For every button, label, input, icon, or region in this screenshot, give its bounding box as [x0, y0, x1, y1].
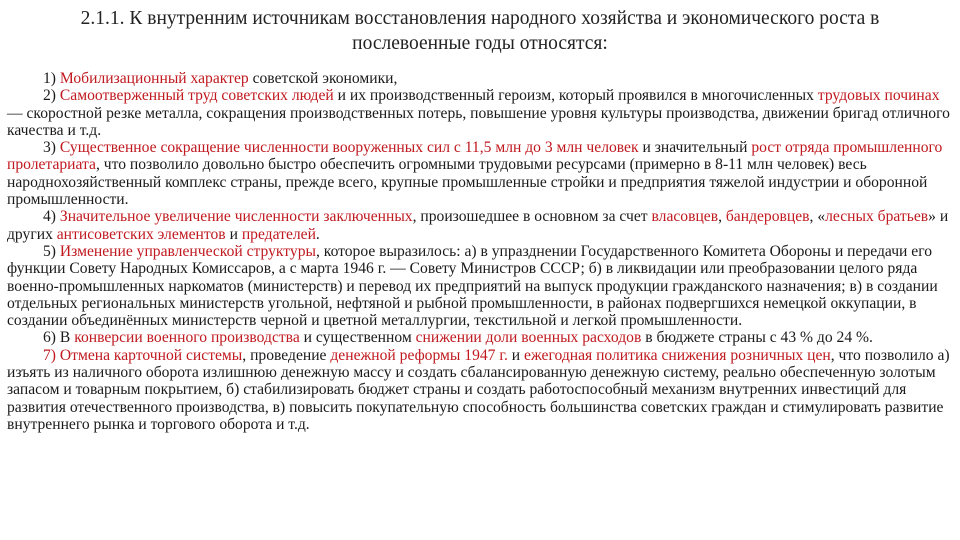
text-run: , [718, 208, 726, 226]
highlighted-text: Самоотверженный труд советских людей [59, 87, 334, 105]
text-run: 2) [43, 87, 60, 105]
text-run: , « [809, 208, 826, 226]
highlighted-text: бандеровцев [725, 208, 810, 226]
highlighted-text: Мобилизационный характер [59, 70, 249, 87]
highlighted-text: снижении доли военных расходов [415, 329, 642, 347]
text-run: и [507, 346, 525, 364]
text-run: в бюджете страны с 43 % до 24 %. [641, 329, 873, 347]
text-run: 5) [43, 242, 60, 260]
text-run: и существенном [299, 329, 416, 347]
text-run: , что позволило довольно быстро обеспечить огромными трудовыми ресурсами (примерно в 8-11 млн человек) весь народнохозяйственный комплекс страны, прежде всего, крупные промышленные стройки и предприятия тяжелой индустрии и оборонной промышленности. [7, 156, 928, 209]
text-run: , проведение [242, 346, 331, 364]
highlighted-text: 7) [43, 346, 60, 364]
text-run: , произошедшее в основном за счет [412, 208, 652, 226]
text-run: и значительный [638, 139, 752, 157]
highlighted-text: Существенное сокращение численности вооруженных сил с 11,5 млн до 3 млн человек [59, 139, 639, 157]
highlighted-text: лесных братьев [825, 208, 929, 226]
highlighted-text: трудовых починах [817, 87, 940, 105]
list-item-1 [7, 70, 952, 87]
text-run: советской экономики, [248, 70, 398, 87]
text-run: и их производственный героизм, который проявился в многочисленных [333, 87, 818, 105]
highlighted-text: ежегодная политика снижения розничных цен [524, 346, 831, 364]
highlighted-text: денежной реформы 1947 г. [330, 346, 508, 364]
list-item-7 [7, 347, 952, 433]
list-item-5 [7, 243, 952, 329]
highlighted-text: антисоветских элементов [56, 225, 226, 243]
highlighted-text: Отмена карточной системы [59, 346, 243, 364]
text-run: 4) [43, 208, 60, 226]
highlighted-text: Изменение управленческой структуры [59, 242, 316, 260]
text-run: 3) [43, 139, 60, 157]
text-run: и [225, 225, 242, 243]
highlighted-text: Значительное увеличение численности заключенных [59, 208, 413, 226]
slide-title: 2.1.1. К внутренним источникам восстановления народного хозяйства и экономического роста в послевоенные годы относятся: [80, 8, 880, 54]
text-run: — скоростной резке металла, сокращения производственных потерь, повышение уровня культуры производства, движении бригад отличного качества и т.д. [7, 104, 950, 139]
text-run: , что позволило а) изъять из наличного оборота излишнюю денежную массу и создать сбалансированную денежную систему, реально обеспеченную золотым запасом и товарным покрытием, б) стабилизировать бюджет страны и создать работоспособный механизм внутренних инвестиций для развития отечественного производства, в) повысить покупательную способность большинства советских граждан и стимулировать развитие внутреннего рынка и торгового оборота и т.д. [7, 346, 950, 433]
text-run: 6) В [43, 329, 75, 347]
list-item-4 [7, 208, 952, 243]
highlighted-text: власовцев [651, 208, 719, 226]
text-run: 1) [43, 70, 60, 87]
list-item-2 [7, 87, 952, 139]
text-run: » и других [7, 208, 949, 243]
highlighted-text: предателей [241, 225, 316, 243]
text-run: . [315, 225, 320, 243]
text-run: , которое выразилось: а) в упразднении Государственного Комитета Обороны и передачи его функции Совету Народных Комиссаров, а с марта 1946 г. — Совету Министров СССР; б) в ликвидации или преобразовании целого ряда военно-промышленных наркоматов (министерств) и перевод их предприятий на выпуск продукции гражданского назначения; в) в создании отдельных региональных министерств угольной, нефтяной и рыбной промышленности, в районах подвергшихся немецкой оккупации, в создании объединённых министерств черной и цветной металлургии, текстильной и легкой промышленности. [7, 242, 938, 330]
list-item-6 [7, 329, 952, 346]
list-item-3 [7, 139, 952, 208]
highlighted-text: конверсии военного производства [74, 329, 300, 347]
highlighted-text: рост отряда промышленного пролетариата [7, 139, 943, 174]
slide-body [7, 70, 952, 433]
